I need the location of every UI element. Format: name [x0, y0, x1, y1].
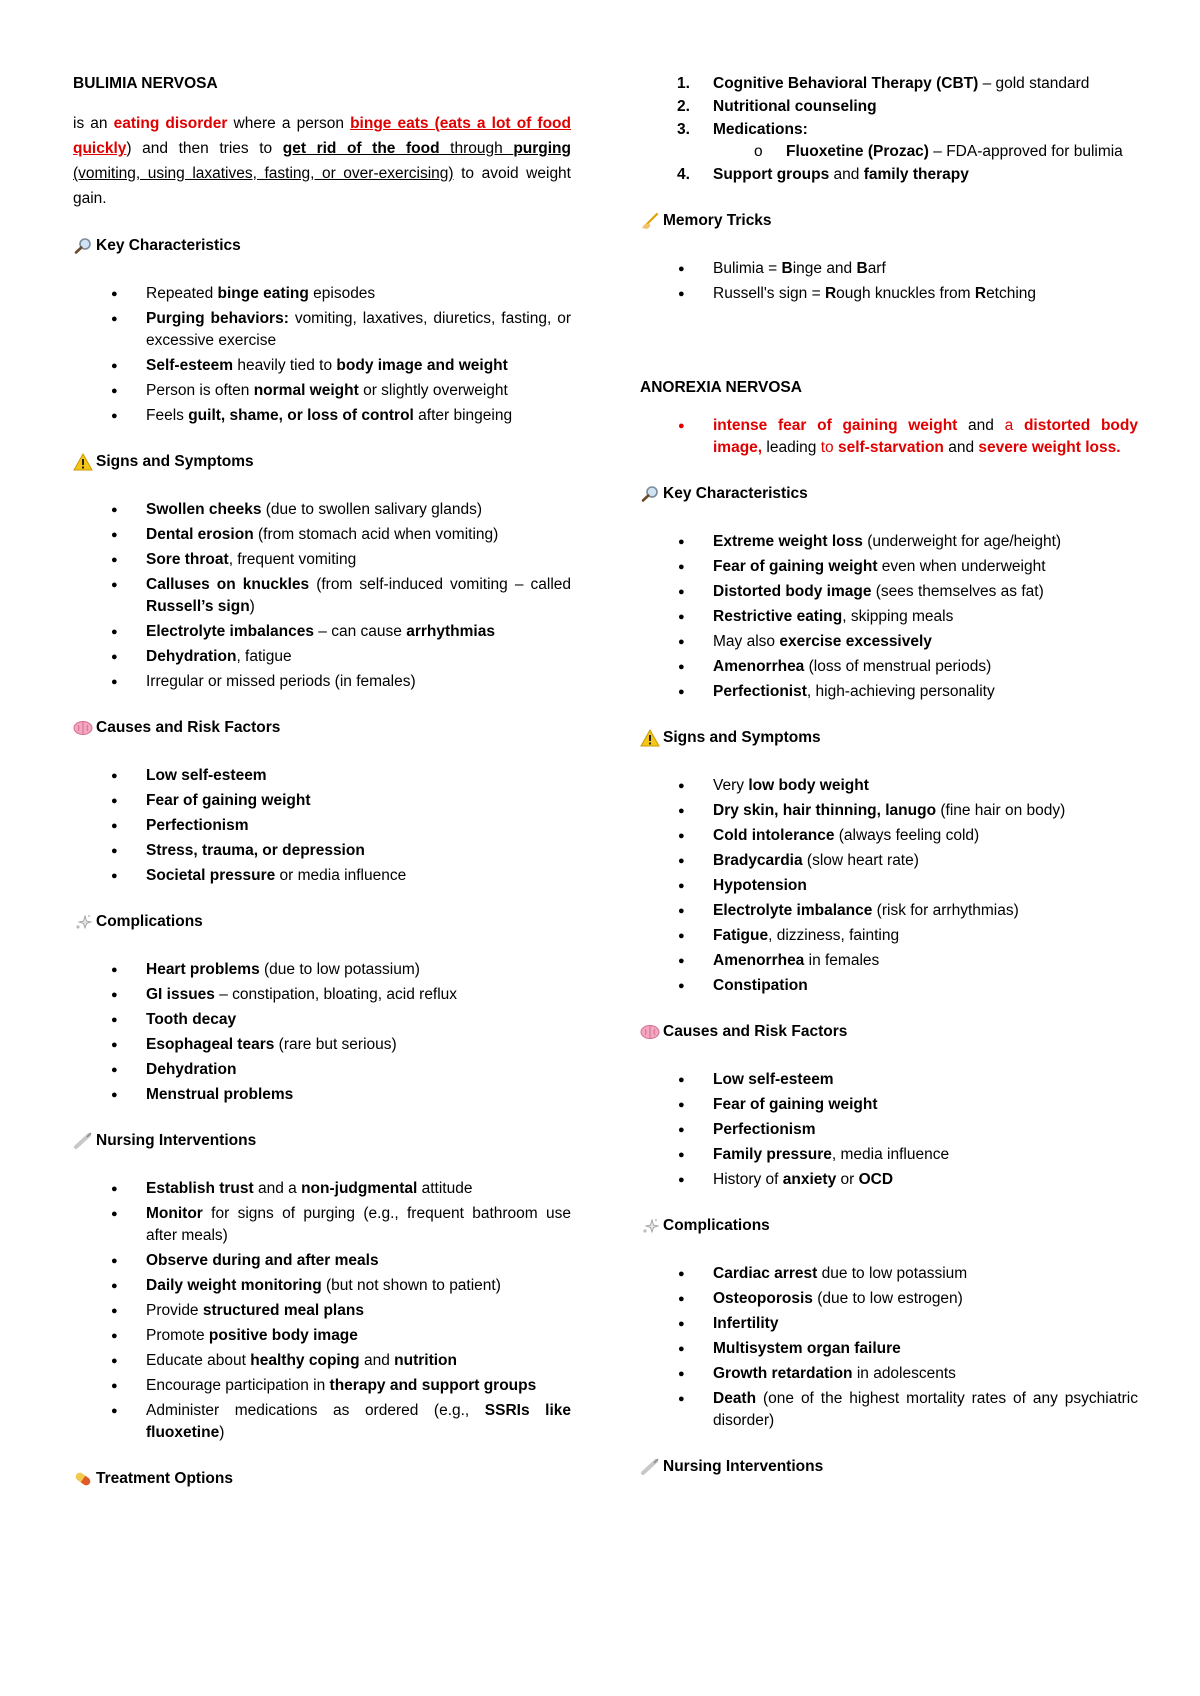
- anorexia-comp-list: [640, 1263, 1138, 1432]
- list-item: ● Fear of gaining weight: [73, 790, 571, 812]
- list-item: ● Low self-esteem: [73, 765, 571, 787]
- syringe-icon: [73, 1132, 94, 1150]
- list-item: ● Encourage participation in therapy and support groups: [73, 1375, 571, 1397]
- sparkle-icon: [73, 913, 94, 931]
- list-item: ● Bradycardia (slow heart rate): [640, 850, 1138, 872]
- list-item: ● Dehydration: [73, 1059, 571, 1081]
- list-item: ● Provide structured meal plans: [73, 1300, 571, 1322]
- list-item: ● Very low body weight: [640, 775, 1138, 797]
- bulimia-causes-heading: Causes and Risk Factors: [73, 717, 571, 739]
- list-item: ● Death (one of the highest mortality rates of any psychiatric disorder): [640, 1388, 1138, 1432]
- list-item: ● Calluses on knuckles (from self-induced vomiting – called Russell’s sign): [73, 574, 571, 618]
- list-item: ● Cold intolerance (always feeling cold): [640, 825, 1138, 847]
- magnifier-icon: [73, 237, 94, 255]
- list-item: ● intense fear of gaining weight and a distorted body image, leading to self-starvation and severe weight loss.: [640, 415, 1138, 459]
- syringe-icon: [640, 1458, 661, 1476]
- bulimia-comp-heading: Complications: [73, 911, 571, 933]
- list-item: ● Promote positive body image: [73, 1325, 571, 1347]
- list-item: ● Perfectionism: [640, 1119, 1138, 1141]
- list-item: ● Fatigue, dizziness, fainting: [640, 925, 1138, 947]
- warning-icon: [73, 453, 94, 471]
- brain-icon: [640, 1023, 661, 1041]
- list-item: ● Hypotension: [640, 875, 1138, 897]
- list-item: ● Swollen cheeks (due to swollen salivary glands): [73, 499, 571, 521]
- bulimia-signs-heading: Signs and Symptoms: [73, 451, 571, 473]
- list-item: ● Monitor for signs of purging (e.g., frequent bathroom use after meals): [73, 1203, 571, 1247]
- list-item: ● Stress, trauma, or depression: [73, 840, 571, 862]
- anorexia-causes-heading: Causes and Risk Factors: [640, 1021, 1138, 1043]
- list-item: 1. Cognitive Behavioral Therapy (CBT) – gold standard: [677, 75, 1090, 92]
- list-item: ● Observe during and after meals: [73, 1250, 571, 1272]
- bulimia-treatment-list: [640, 73, 1138, 186]
- list-item: ● Extreme weight loss (underweight for age/height): [640, 531, 1138, 553]
- writing-hand-icon: [640, 212, 661, 230]
- anorexia-title: ANOREXIA NERVOSA: [640, 379, 802, 396]
- anorexia-signs-heading: Signs and Symptoms: [640, 727, 1138, 749]
- list-item: ● Multisystem organ failure: [640, 1338, 1138, 1360]
- list-item: ● Growth retardation in adolescents: [640, 1363, 1138, 1385]
- list-item: ● Irregular or missed periods (in females): [73, 671, 571, 693]
- list-item: 2. Nutritional counseling: [677, 98, 877, 115]
- warning-icon: [640, 729, 661, 747]
- list-item: ● Purging behaviors: vomiting, laxatives, diuretics, fasting, or excessive exercise: [73, 308, 571, 352]
- list-item: ● Dehydration, fatigue: [73, 646, 571, 668]
- list-item: ● Self-esteem heavily tied to body image and weight: [73, 355, 571, 377]
- bulimia-treatment-heading: Treatment Options: [73, 1468, 571, 1490]
- bulimia-signs-list: [73, 499, 571, 693]
- list-item: ● Sore throat, frequent vomiting: [73, 549, 571, 571]
- list-item: ● Restrictive eating, skipping meals: [640, 606, 1138, 628]
- list-item: ● History of anxiety or OCD: [640, 1169, 1138, 1191]
- medication-sublist: [713, 141, 1138, 163]
- list-item: ● Osteoporosis (due to low estrogen): [640, 1288, 1138, 1310]
- list-item: ● GI issues – constipation, bloating, acid reflux: [73, 984, 571, 1006]
- list-item: ● Dry skin, hair thinning, lanugo (fine hair on body): [640, 800, 1138, 822]
- list-item: ● Infertility: [640, 1313, 1138, 1335]
- bulimia-intro: is an eating disorder where a person binge eats (eats a lot of food quickly) and then tries to get rid of the food through purging (vomiting, using laxatives, fasting, or over-exercising) to avoid weight gain.: [73, 115, 571, 207]
- list-item: ● Societal pressure or media influence: [73, 865, 571, 887]
- list-item: ● Cardiac arrest due to low potassium: [640, 1263, 1138, 1285]
- list-item: ● Fear of gaining weight even when underweight: [640, 556, 1138, 578]
- list-item: ● Menstrual problems: [73, 1084, 571, 1106]
- list-item: ● Dental erosion (from stomach acid when vomiting): [73, 524, 571, 546]
- right-column: [640, 73, 1138, 1504]
- anorexia-comp-heading: Complications: [640, 1215, 1138, 1237]
- sparkle-icon: [640, 1217, 661, 1235]
- list-item: ● Repeated binge eating episodes: [73, 283, 571, 305]
- bulimia-causes-list: [73, 765, 571, 887]
- anorexia-key-heading: Key Characteristics: [640, 483, 1138, 505]
- pill-icon: [73, 1470, 94, 1488]
- magnifier-icon: [640, 485, 661, 503]
- list-item: 4. Support groups and family therapy: [677, 166, 969, 183]
- bulimia-title: BULIMIA NERVOSA: [73, 75, 218, 92]
- bulimia-key-list: [73, 283, 571, 427]
- bulimia-key-heading: Key Characteristics: [73, 235, 571, 257]
- memory-heading: Memory Tricks: [640, 210, 1138, 232]
- list-item: ● Amenorrhea in females: [640, 950, 1138, 972]
- list-item: 3. Medications: o Fluoxetine (Prozac) – FDA-approved for bulimia: [640, 119, 1138, 163]
- list-item: ● Person is often normal weight or slightly overweight: [73, 380, 571, 402]
- list-item: ● Perfectionist, high-achieving personality: [640, 681, 1138, 703]
- list-item: ● Feels guilt, shame, or loss of control after bingeing: [73, 405, 571, 427]
- list-item: ● Low self-esteem: [640, 1069, 1138, 1091]
- anorexia-signs-list: [640, 775, 1138, 997]
- list-item: ● Fear of gaining weight: [640, 1094, 1138, 1116]
- list-item: ● Administer medications as ordered (e.g., SSRIs like fluoxetine): [73, 1400, 571, 1444]
- list-item: ● Family pressure, media influence: [640, 1144, 1138, 1166]
- anorexia-nursing-heading: Nursing Interventions: [640, 1456, 1138, 1478]
- bulimia-nursing-heading: Nursing Interventions: [73, 1130, 571, 1152]
- list-item: ● Constipation: [640, 975, 1138, 997]
- list-item: ● Electrolyte imbalances – can cause arrhythmias: [73, 621, 571, 643]
- list-item: ● Heart problems (due to low potassium): [73, 959, 571, 981]
- memory-list: [640, 258, 1138, 305]
- list-item: ● Tooth decay: [73, 1009, 571, 1031]
- anorexia-causes-list: [640, 1069, 1138, 1191]
- list-item: o Fluoxetine (Prozac) – FDA-approved for bulimia: [640, 141, 1138, 163]
- list-item: ● Amenorrhea (loss of menstrual periods): [640, 656, 1138, 678]
- list-item: ● Establish trust and a non-judgmental attitude: [73, 1178, 571, 1200]
- list-item: ● Electrolyte imbalance (risk for arrhythmias): [640, 900, 1138, 922]
- list-item: ● Perfectionism: [73, 815, 571, 837]
- list-item: ● Daily weight monitoring (but not shown to patient): [73, 1275, 571, 1297]
- list-item: ● May also exercise excessively: [640, 631, 1138, 653]
- anorexia-definition: [640, 415, 1138, 459]
- list-item: ● Russell's sign = Rough knuckles from Retching: [640, 283, 1138, 305]
- left-column: [73, 73, 571, 1516]
- brain-icon: [73, 719, 94, 737]
- list-item: ● Educate about healthy coping and nutrition: [73, 1350, 571, 1372]
- list-item: ● Distorted body image (sees themselves as fat): [640, 581, 1138, 603]
- bulimia-nursing-list: [73, 1178, 571, 1444]
- list-item: ● Esophageal tears (rare but serious): [73, 1034, 571, 1056]
- bulimia-comp-list: [73, 959, 571, 1106]
- anorexia-key-list: [640, 531, 1138, 703]
- list-item: ● Bulimia = Binge and Barf: [640, 258, 1138, 280]
